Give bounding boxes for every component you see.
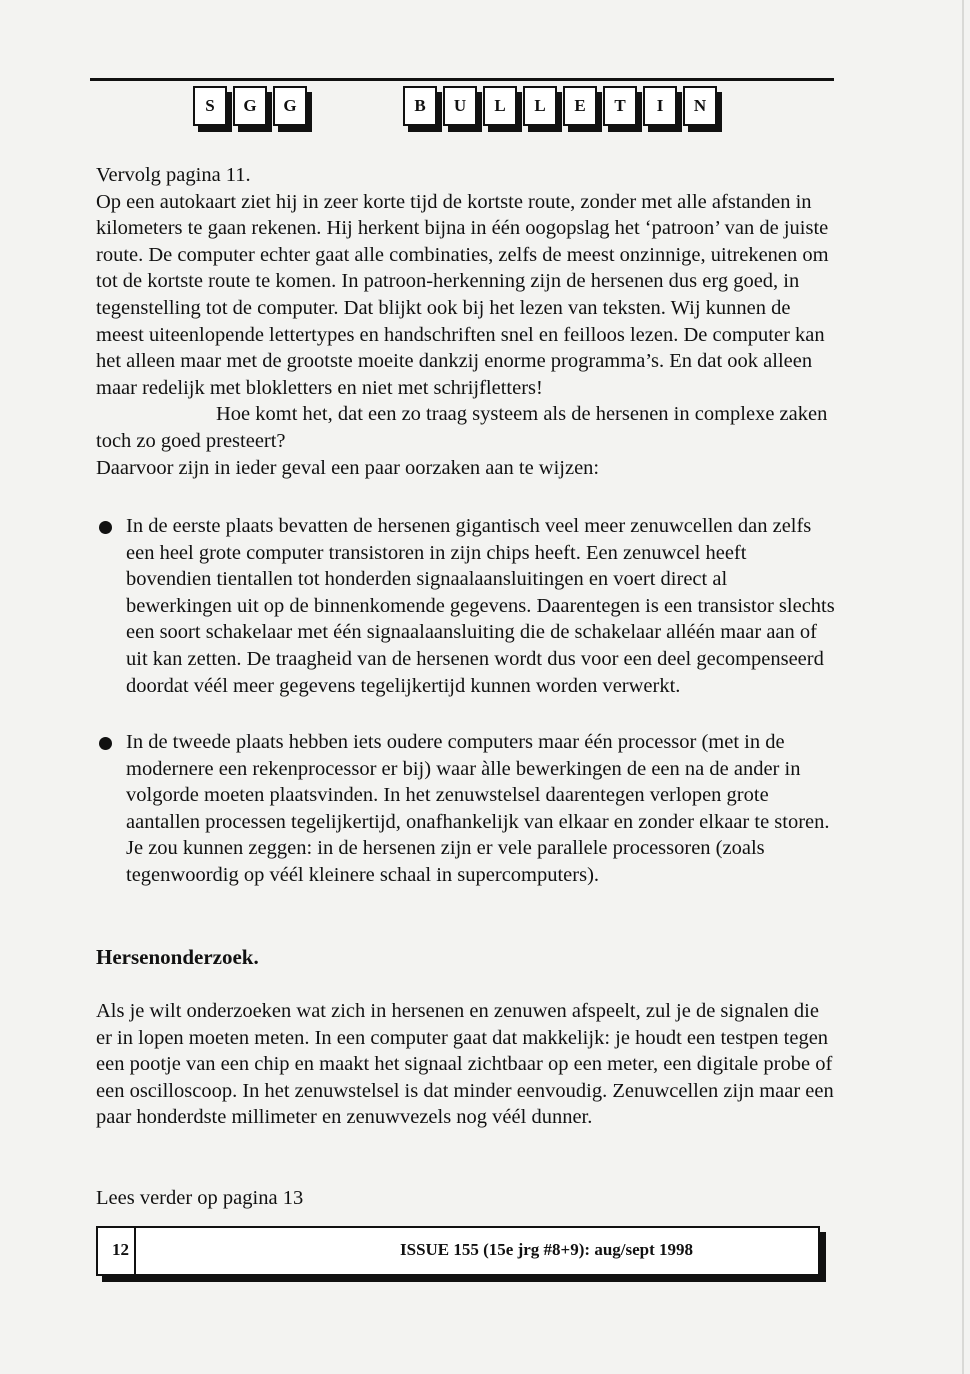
page-number: 12 bbox=[112, 1240, 129, 1259]
page-footer bbox=[96, 1226, 820, 1276]
continue-note bbox=[96, 1185, 836, 1212]
masthead-letter: U bbox=[443, 86, 477, 126]
masthead-letter: I bbox=[643, 86, 677, 126]
paragraph: Daarvoor zijn in ieder geval een paar oorzaken aan te wijzen: bbox=[96, 456, 600, 479]
bullet-item bbox=[96, 513, 836, 699]
masthead-letter: G bbox=[233, 86, 267, 126]
paragraph: Op een autokaart ziet hij in zeer korte tijd de kortste route, zonder met alle afstanden in kilometers te gaan rekenen. Hij herkent bijna in één oogopslag het ‘patroon’ van de juiste route. De computer echter gaat alle combinaties, zelfs de meest onzinnige, uitrekenen om tot de kortste route te komen. In patroon-herkenning zijn de hersenen dus erg goed, in tegenstelling tot de computer. Dat blijkt ook bij het lezen van teksten. Wij kunnen de meest uiteenlopende lettertypes en handschriften snel en feilloos lezen. De computer kan het alleen maar met de grootste moeite dankzij enorme programma’s. En dat ook alleen maar redelijk met blokletters en niet met schrijfletters! bbox=[96, 190, 829, 399]
masthead-rule bbox=[90, 78, 834, 81]
article-section bbox=[96, 998, 836, 1131]
article-intro bbox=[96, 162, 836, 481]
bullet-text: In de eerste plaats bevatten de hersenen gigantisch veel meer zenuwcellen dan zelfs een heel grote computer transistoren in zijn chips heeft. Een zenuwcel heeft bovendien tientallen tot honderden signaalaansluitingen en voert direct al bewerkingen uit op de binnenkomende gegevens. Daarentegen is een transistor slechts een soort schakelaar met één signaalaansluiting die de schakelaar alléén maar aan of uit kan zetten. De traagheid van de hersenen wordt dus voor een deel gecompenseerd doordat véél meer gegevens tegelijkertijd kunnen worden verwerkt. bbox=[126, 515, 835, 697]
masthead-letter: N bbox=[683, 86, 717, 126]
bullet-text: In de tweede plaats hebben iets oudere computers maar één processor (met in de modernere een rekenprocessor er bij) waar àlle bewerkingen de een na de ander in volgorde moeten plaatsvinden. In het zenuwstelsel daarentegen verlopen grote aantallen processen tegelijkertijd, onafhankelijk van elkaar en zonder elkaar te storen. Je zou kunnen zeggen: in de hersenen zijn er vele parallele processoren (zoals tegenwoordig op véél kleinere schaal in supercomputers). bbox=[126, 731, 830, 886]
paragraph: Hoe komt het, dat een zo traag systeem als de hersenen in complexe zaken toch zo goed presteert? bbox=[96, 403, 828, 452]
masthead-letter: L bbox=[523, 86, 557, 126]
continue-to: Lees verder op pagina 13 bbox=[96, 1187, 304, 1209]
scan-edge bbox=[962, 0, 964, 1374]
section-heading: Hersenonderzoek. bbox=[96, 945, 259, 969]
masthead-letter: T bbox=[603, 86, 637, 126]
continued-from: Vervolg pagina 11. bbox=[96, 164, 251, 186]
masthead-letter: S bbox=[193, 86, 227, 126]
issue-info: ISSUE 155 (15e jrg #8+9): aug/sept 1998 bbox=[400, 1240, 694, 1259]
paragraph: Als je wilt onderzoeken wat zich in hersenen en zenuwen afspeelt, zul je de signalen die er in lopen moeten meten. In een computer gaat dat makkelijk: je houdt een testpen tegen een pootje van een chip en maakt het signaal zichtbaar op een meter, een digitale probe of een oscilloscoop. In het zenuwstelsel is dat minder eenvoudig. Zenuwcellen zijn maar een paar honderdste millimeter en zenuwvezels nog véél dunner. bbox=[96, 1000, 834, 1129]
masthead-letter: B bbox=[403, 86, 437, 126]
bullet-icon bbox=[99, 737, 112, 750]
bullet-item bbox=[96, 729, 836, 889]
masthead-letter: G bbox=[273, 86, 307, 126]
footer-divider bbox=[134, 1228, 136, 1274]
bullet-icon bbox=[99, 521, 112, 534]
masthead-letter: L bbox=[483, 86, 517, 126]
masthead-letter: E bbox=[563, 86, 597, 126]
